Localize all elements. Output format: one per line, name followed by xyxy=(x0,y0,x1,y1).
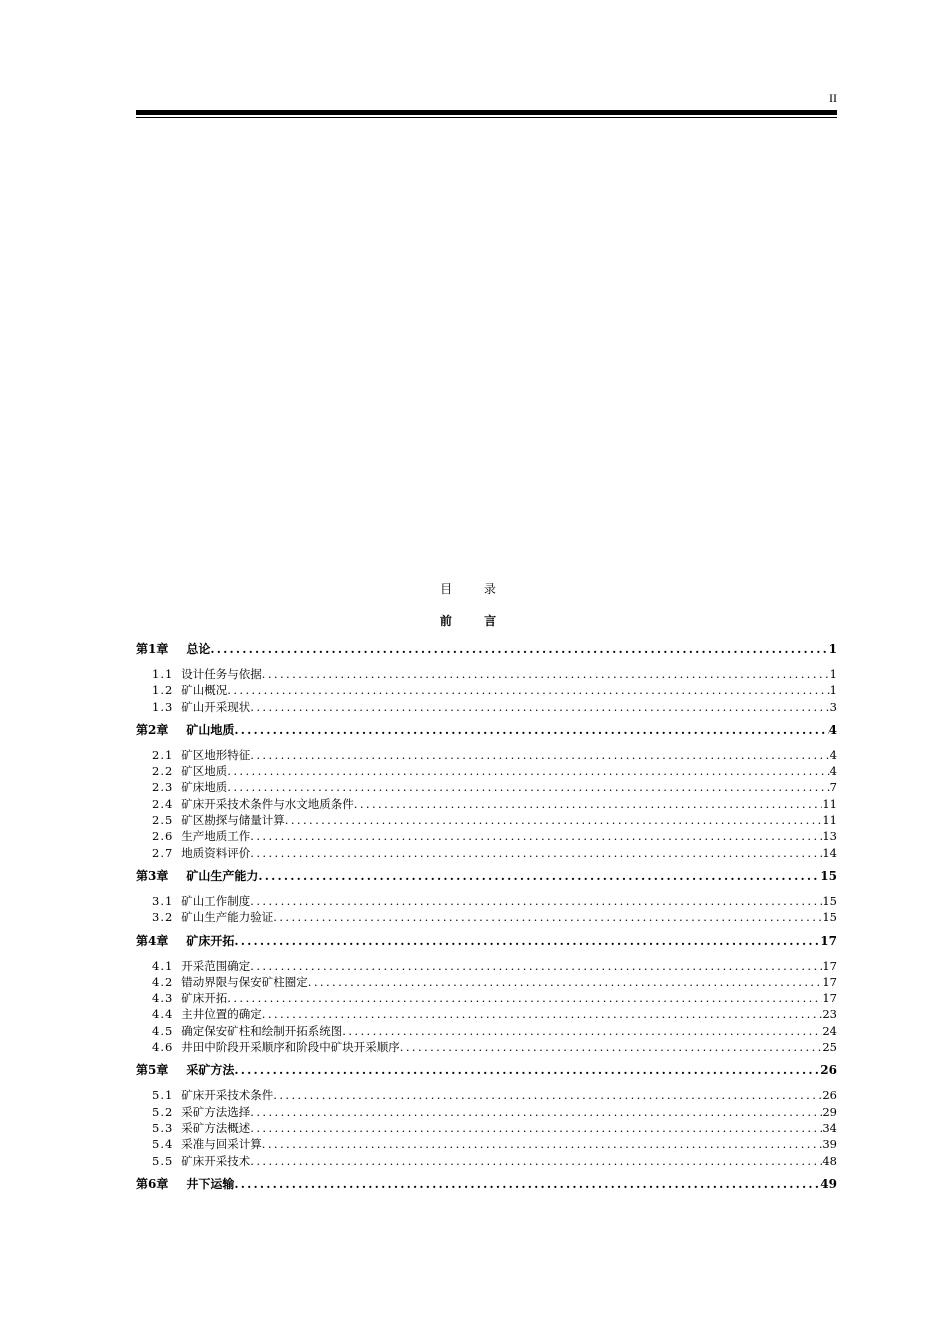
dot-leader xyxy=(227,764,829,778)
dot-leader xyxy=(308,975,823,989)
section-title: 采准与回采计算 xyxy=(181,1137,262,1152)
section-page-number: 48 xyxy=(822,1153,837,1168)
dot-leader xyxy=(250,959,822,973)
chapter-label: 第4章 xyxy=(136,933,169,948)
section-title: 错动界限与保安矿柱圈定 xyxy=(181,974,308,989)
table-of-contents xyxy=(136,638,837,1195)
section-page-number: 14 xyxy=(822,845,837,860)
section-page-number: 3 xyxy=(829,699,837,714)
section-number: 5.4 xyxy=(152,1137,174,1152)
section-page-number: 4 xyxy=(829,764,837,779)
section-title: 矿区地形特征 xyxy=(181,747,251,762)
section-title: 矿床地质 xyxy=(181,780,228,795)
section-title: 确定保安矿柱和绘制开拓系统图 xyxy=(181,1023,343,1038)
chapter-page-number: 1 xyxy=(828,642,837,656)
section-number: 4.3 xyxy=(152,991,174,1006)
toc-section-entry[interactable] xyxy=(136,682,837,698)
section-page-number: 1 xyxy=(829,667,837,681)
chapter-page-number: 49 xyxy=(820,1176,837,1191)
toc-section-entry[interactable] xyxy=(136,699,837,715)
section-number: 1.1 xyxy=(152,667,174,681)
toc-section-entry[interactable] xyxy=(136,763,837,779)
toc-chapter-entry[interactable] xyxy=(136,1061,837,1081)
dot-leader xyxy=(210,642,828,656)
section-page-number: 17 xyxy=(822,991,837,1006)
dot-leader xyxy=(250,846,822,860)
dot-leader xyxy=(234,723,828,737)
toc-section-group xyxy=(136,666,837,715)
chapter-title: 矿床开拓 xyxy=(186,933,235,948)
page-number: II xyxy=(829,91,837,105)
toc-section-entry[interactable] xyxy=(136,974,837,990)
section-number: 3.2 xyxy=(152,910,174,925)
header-rule-thick xyxy=(136,110,837,115)
chapter-label: 第1章 xyxy=(136,642,169,656)
dot-leader xyxy=(234,934,820,948)
toc-section-entry[interactable] xyxy=(136,1006,837,1022)
section-page-number: 24 xyxy=(822,1023,837,1038)
section-number: 2.7 xyxy=(152,845,174,860)
dot-leader xyxy=(250,1105,822,1119)
dot-leader xyxy=(227,991,822,1005)
section-title: 主井位置的确定 xyxy=(181,1007,262,1022)
section-page-number: 17 xyxy=(822,958,837,973)
toc-chapter-entry[interactable] xyxy=(136,867,837,887)
section-number: 2.3 xyxy=(152,780,174,795)
dot-leader xyxy=(234,1063,820,1077)
section-number: 5.2 xyxy=(152,1104,174,1119)
section-title: 矿山工作制度 xyxy=(181,893,251,908)
toc-section-entry[interactable] xyxy=(136,845,837,861)
toc-title: 目 录 xyxy=(440,582,510,596)
section-title: 设计任务与依据 xyxy=(181,667,262,681)
section-number: 5.1 xyxy=(152,1088,174,1103)
section-number: 4.6 xyxy=(152,1040,174,1055)
section-title: 矿山生产能力验证 xyxy=(181,910,274,925)
section-title: 地质资料评价 xyxy=(181,845,251,860)
section-title: 开采范围确定 xyxy=(181,958,251,973)
section-number: 5.3 xyxy=(152,1120,174,1135)
section-page-number: 15 xyxy=(822,893,837,908)
dot-leader xyxy=(227,683,829,697)
chapter-title: 矿山生产能力 xyxy=(186,868,259,883)
section-title: 矿区勘探与储量计算 xyxy=(181,813,285,828)
dot-leader xyxy=(250,1154,822,1168)
dot-leader xyxy=(354,797,823,811)
section-number: 5.5 xyxy=(152,1153,174,1168)
dot-leader xyxy=(262,667,830,681)
section-title: 采矿方法概述 xyxy=(181,1120,251,1135)
toc-section-entry[interactable] xyxy=(136,812,837,828)
section-page-number: 23 xyxy=(822,1007,837,1022)
chapter-label: 第6章 xyxy=(136,1176,169,1191)
section-number: 2.2 xyxy=(152,764,174,779)
section-title: 生产地质工作 xyxy=(181,829,251,844)
toc-section-entry[interactable] xyxy=(136,958,837,974)
toc-section-group xyxy=(136,747,837,861)
section-number: 2.6 xyxy=(152,829,174,844)
toc-section-entry[interactable] xyxy=(136,1136,837,1152)
section-title: 矿床开采技术条件与水文地质条件 xyxy=(181,796,354,811)
dot-leader xyxy=(258,869,820,883)
dot-leader xyxy=(250,829,822,843)
chapter-label: 第3章 xyxy=(136,868,169,883)
section-title: 矿床开采技术 xyxy=(181,1153,251,1168)
section-title: 矿山概况 xyxy=(181,683,228,698)
toc-section-entry[interactable] xyxy=(136,1023,837,1039)
section-page-number: 13 xyxy=(822,829,837,844)
section-number: 3.1 xyxy=(152,893,174,908)
toc-section-entry[interactable] xyxy=(136,1153,837,1169)
section-title: 矿区地质 xyxy=(181,764,228,779)
dot-leader xyxy=(250,700,829,714)
section-number: 4.2 xyxy=(152,974,174,989)
section-number: 1.3 xyxy=(152,699,174,714)
section-page-number: 11 xyxy=(822,796,837,811)
toc-section-entry[interactable] xyxy=(136,779,837,795)
toc-section-entry[interactable] xyxy=(136,909,837,925)
section-page-number: 1 xyxy=(829,683,837,698)
section-title: 矿山开采现状 xyxy=(181,699,251,714)
chapter-page-number: 4 xyxy=(828,722,837,737)
section-number: 2.1 xyxy=(152,747,174,762)
section-number: 4.5 xyxy=(152,1023,174,1038)
chapter-page-number: 17 xyxy=(820,933,837,948)
toc-section-entry[interactable] xyxy=(136,1087,837,1103)
dot-leader xyxy=(342,1024,822,1038)
section-page-number: 26 xyxy=(822,1088,837,1103)
dot-leader xyxy=(273,1088,822,1102)
toc-section-group xyxy=(136,958,837,1056)
section-title: 井田中阶段开采顺序和阶段中矿块开采顺序 xyxy=(181,1040,400,1055)
section-page-number: 4 xyxy=(829,747,837,762)
toc-section-group xyxy=(136,1087,837,1168)
toc-section-group xyxy=(136,893,837,926)
section-page-number: 7 xyxy=(829,780,837,795)
toc-section-entry[interactable] xyxy=(136,828,837,844)
section-page-number: 34 xyxy=(822,1120,837,1135)
dot-leader xyxy=(262,1007,823,1021)
chapter-label: 第2章 xyxy=(136,722,169,737)
dot-leader xyxy=(250,894,822,908)
section-title: 矿床开采技术条件 xyxy=(181,1088,274,1103)
preface-heading: 前 言 xyxy=(439,614,511,628)
toc-section-entry[interactable] xyxy=(136,893,837,909)
chapter-label: 第5章 xyxy=(136,1063,169,1078)
section-number: 2.5 xyxy=(152,813,174,828)
header-rule-thin xyxy=(136,117,837,118)
toc-section-entry[interactable] xyxy=(136,1120,837,1136)
toc-section-entry[interactable] xyxy=(136,796,837,812)
section-number: 4.4 xyxy=(152,1007,174,1022)
section-number: 2.4 xyxy=(152,796,174,811)
chapter-title: 井下运输 xyxy=(186,1176,235,1191)
toc-chapter-entry[interactable] xyxy=(136,932,837,952)
toc-chapter-entry[interactable] xyxy=(136,721,837,741)
section-number: 4.1 xyxy=(152,958,174,973)
section-number: 1.2 xyxy=(152,683,174,698)
section-page-number: 29 xyxy=(822,1104,837,1119)
section-page-number: 25 xyxy=(822,1040,837,1055)
chapter-page-number: 26 xyxy=(820,1063,837,1078)
toc-section-entry[interactable] xyxy=(136,1039,837,1055)
toc-section-entry[interactable] xyxy=(136,747,837,763)
dot-leader xyxy=(227,780,829,794)
chapter-title: 矿山地质 xyxy=(186,722,235,737)
toc-section-entry[interactable] xyxy=(136,1104,837,1120)
dot-leader xyxy=(234,1177,820,1191)
section-page-number: 11 xyxy=(822,813,837,828)
section-page-number: 15 xyxy=(822,910,837,925)
dot-leader xyxy=(273,910,822,924)
toc-section-entry[interactable] xyxy=(136,666,837,682)
chapter-title: 采矿方法 xyxy=(186,1063,235,1078)
dot-leader xyxy=(250,748,829,762)
toc-chapter-entry[interactable] xyxy=(136,640,837,660)
dot-leader xyxy=(400,1040,823,1054)
chapter-page-number: 15 xyxy=(820,868,837,883)
dot-leader xyxy=(285,813,823,827)
toc-section-entry[interactable] xyxy=(136,990,837,1006)
chapter-title: 总论 xyxy=(186,642,211,656)
dot-leader xyxy=(262,1137,823,1151)
section-title: 矿床开拓 xyxy=(181,991,228,1006)
section-page-number: 39 xyxy=(822,1137,837,1152)
dot-leader xyxy=(250,1121,822,1135)
section-page-number: 17 xyxy=(822,974,837,989)
toc-chapter-entry[interactable] xyxy=(136,1175,837,1195)
section-title: 采矿方法选择 xyxy=(181,1104,251,1119)
